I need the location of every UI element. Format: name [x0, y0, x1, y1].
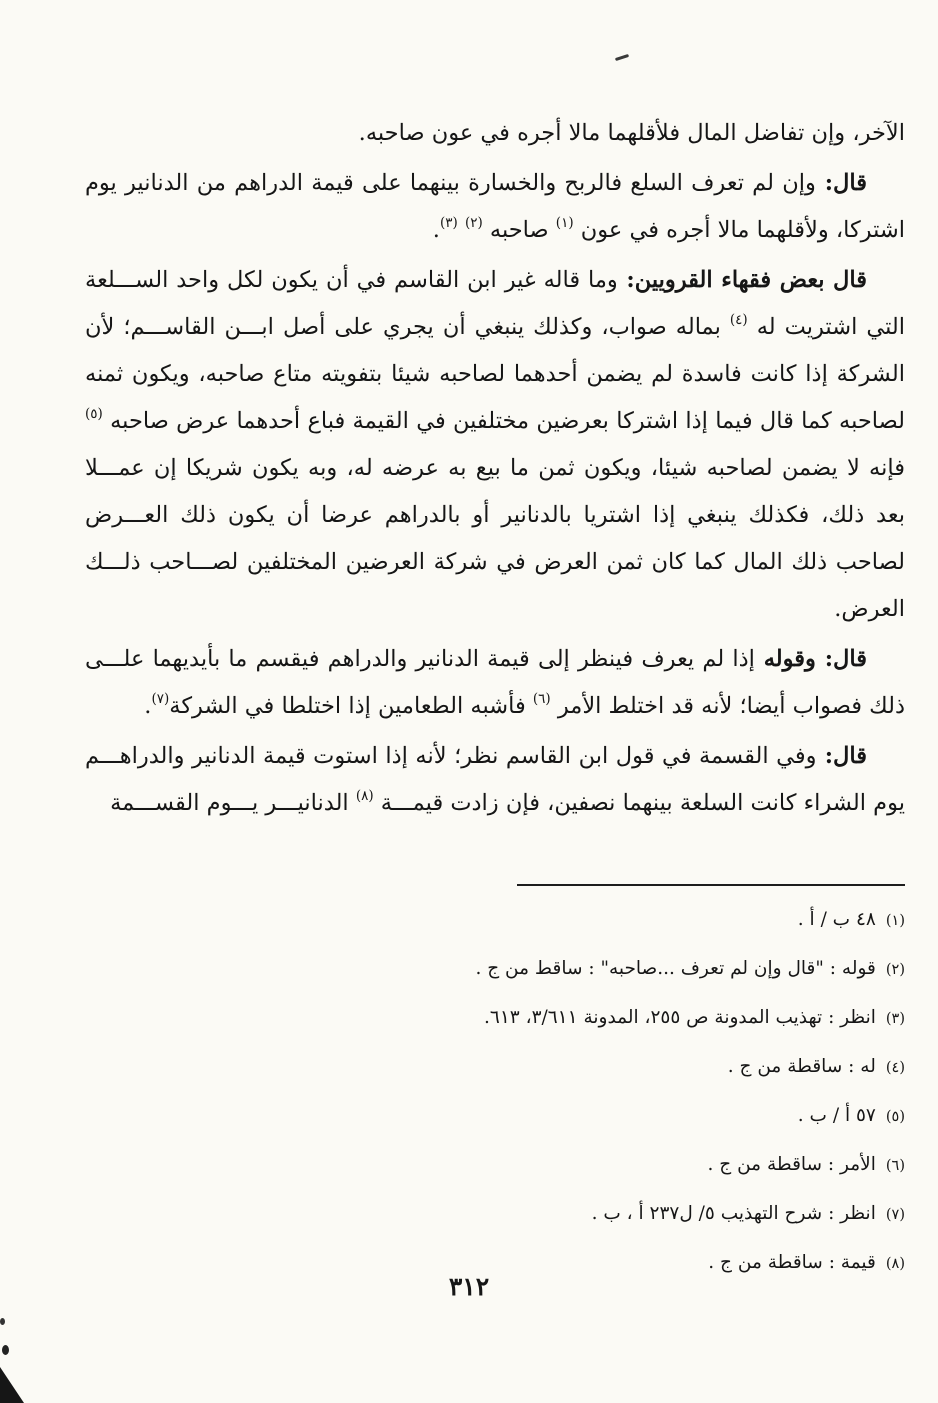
footnote — [85, 994, 905, 1043]
footnote-marker-ref: (٤) — [729, 311, 748, 328]
paragraph — [85, 636, 905, 730]
text-run: . — [144, 693, 152, 719]
footnote-marker-ref: (٧) — [151, 690, 170, 707]
text-run: وما قاله غير ابن القاسم في أن يكون لكل واحد الســـلعة التي اشتريت له — [85, 267, 905, 340]
footnote-marker-ref: (٨) — [355, 787, 374, 804]
text-run: بماله صواب، وكذلك ينبغي أن يجري على أصل ابـــن القاســـم؛ لأن الشركة إذا كانت فاسدة لم يضمن أحدهما لصاحبه شيئا بتفويته متاع صاحبه، ويكون ثمنه لصاحبه كما قال فيما إذا اشتركا بعرضين مختلفين في القيمة فباع أحدهما عرض صاحبه — [85, 314, 905, 434]
text-run: وإن لم تعرف السلع فالربح والخسارة بينهما على قيمة الدراهم من الدنانير يوم اشتركا، ولأقلهما مالا أجره في عون — [85, 170, 905, 243]
footnote-text: انظر : تهذيب المدونة ص ٢٥٥، المدونة ٣/٦١١، ٦١٣. — [484, 1007, 876, 1028]
footnotes-section — [85, 896, 905, 1288]
scan-artifact-corner — [0, 1367, 24, 1403]
text-run: فأشبه الطعامين إذا اختلطا في الشركة — [169, 693, 533, 719]
text-run: إذا لم يعرف فينظر إلى قيمة الدنانير والدراهم فيقسم ما بأيديهما علـــى ذلك فصواب أيضا؛ لأنه قد اختلط الأمر — [85, 646, 905, 719]
footnote-separator-rule — [517, 884, 905, 886]
footnote-text: له : ساقطة من ج . — [727, 1056, 876, 1077]
text-run — [458, 217, 465, 243]
footnote — [85, 1190, 905, 1239]
footnote-text: قوله : "قال وإن لم تعرف ...صاحبه" : ساقط من ج . — [475, 958, 876, 979]
footnote-text: انظر : شرح التهذيب ٥/ ل٢٣٧ أ ، ب . — [591, 1203, 876, 1224]
text-run: قال: — [815, 170, 867, 196]
text-run: . — [432, 217, 440, 243]
text-run: قال: — [816, 743, 867, 769]
text-run: الدنانيـــر يـــوم القســـمة — [110, 790, 356, 816]
text-run: قال: وقوله — [754, 646, 867, 672]
footnote-marker-ref: (٢) — [464, 214, 483, 231]
text-run: فإنه لا يضمن لصاحبه شيئا، ويكون ثمن ما بيع به عرضه له، وبه يكون شريكا إن عمـــلا بعد ذلك، فكذلك ينبغي إذا اشتريا بالدنانير أو بالدراهم عرضا أن يكون ذلك العـــرض لصاحب ذلك المال كما كان ثمن العرض في شركة العرضين المختلفين لصـــاحب ذلـــك العرض. — [85, 455, 905, 622]
footnote-marker-ref: (٥) — [85, 405, 103, 422]
footnote — [85, 1092, 905, 1141]
paragraph — [85, 110, 905, 157]
paragraph — [85, 160, 905, 254]
footnote-text: قيمة : ساقطة من ج . — [708, 1252, 876, 1273]
footnote-number: (١) — [885, 913, 905, 929]
footnote — [85, 896, 905, 945]
footnote-number: (٧) — [885, 1207, 905, 1223]
text-run: وفي القسمة في قول ابن القاسم نظر؛ لأنه إذا استوت قيمة الدنانير والدراهـــم يوم الشراء كانت السلعة بينهما نصفين، فإن زادت قيمـــة — [85, 743, 905, 816]
page-number: ٣١٢ — [448, 1272, 490, 1301]
text-run: صاحبه — [482, 217, 556, 243]
paragraph — [85, 257, 905, 633]
footnote — [85, 1043, 905, 1092]
scan-artifact-mark — [615, 54, 629, 61]
paragraph — [85, 733, 905, 827]
footnote-text: ٤٨ ب / أ . — [797, 909, 876, 930]
footnote-text: الأمر : ساقطة من ج . — [707, 1154, 876, 1175]
main-text-block — [85, 110, 905, 830]
footnote-marker-ref: (١) — [555, 214, 574, 231]
footnote-number: (٦) — [885, 1158, 905, 1174]
footnote-number: (٨) — [885, 1256, 905, 1272]
footnote-number: (٢) — [885, 962, 905, 978]
footnote-marker-ref: (٣) — [439, 214, 458, 231]
footnote-text: ٥٧ أ / ب . — [797, 1105, 876, 1126]
footnote — [85, 1141, 905, 1190]
scan-artifact-speck — [0, 1318, 5, 1325]
footnote-number: (٣) — [885, 1011, 905, 1027]
footnote — [85, 945, 905, 994]
text-run: قال بعض فقهاء القرويين: — [617, 267, 868, 293]
scan-artifact-speck — [2, 1345, 9, 1355]
text-run: الآخر، وإن تفاضل المال فلأقلهما مالا أجره في عون صاحبه. — [358, 120, 905, 146]
footnote-number: (٥) — [885, 1109, 905, 1125]
footnote-number: (٤) — [885, 1060, 905, 1076]
footnote-marker-ref: (٦) — [532, 690, 551, 707]
